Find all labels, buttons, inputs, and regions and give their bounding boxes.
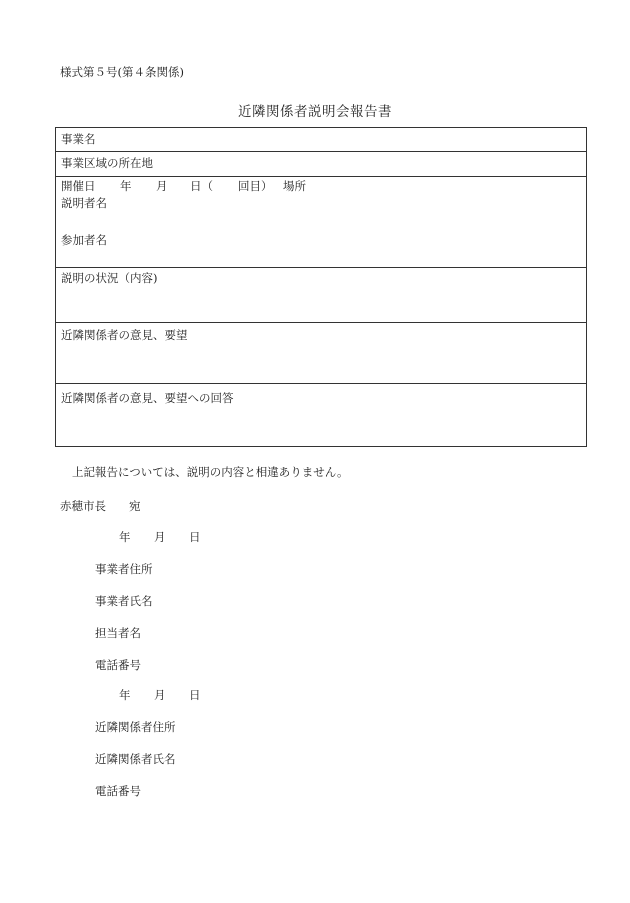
report-table — [55, 127, 587, 447]
business-date-month: 月 — [154, 530, 166, 544]
document-title: 近隣関係者説明会報告書 — [238, 104, 392, 120]
business-date-day: 日 — [189, 530, 201, 544]
session-month-label: 月 — [156, 179, 168, 193]
business-name-sig-label: 事業者氏名 — [95, 594, 153, 608]
business-area-location-label: 事業区域の所在地 — [61, 156, 153, 170]
row-explanation-status — [56, 268, 586, 323]
participant-name-label: 参加者名 — [61, 233, 107, 247]
row-business-location — [56, 152, 586, 177]
neighbor-name-label: 近隣関係者氏名 — [95, 752, 176, 766]
form-number: 様式第５号(第４条関係) — [60, 65, 184, 79]
session-year-label: 年 — [120, 179, 132, 193]
neighbor-date-day: 日 — [189, 688, 201, 702]
business-name-label: 事業名 — [61, 132, 96, 146]
session-date-label: 開催日 — [61, 179, 96, 193]
declaration-text: 上記報告については、説明の内容と相違ありません。 — [72, 465, 349, 479]
neighbor-phone-label: 電話番号 — [95, 784, 141, 798]
row-session-details — [56, 177, 586, 268]
business-date-year: 年 — [119, 530, 131, 544]
business-phone-label: 電話番号 — [95, 658, 141, 672]
venue-label: 場所 — [283, 179, 306, 193]
person-in-charge-label: 担当者名 — [95, 626, 141, 640]
response-to-opinions-label: 近隣関係者の意見、要望への回答 — [61, 391, 234, 405]
neighbor-address-label: 近隣関係者住所 — [95, 720, 176, 734]
session-count-label: 回目） — [238, 179, 273, 193]
row-business-name — [56, 128, 586, 152]
presenter-name-label: 説明者名 — [61, 196, 107, 210]
row-neighbor-opinions — [56, 323, 586, 384]
explanation-status-label: 説明の状況（内容) — [61, 271, 158, 285]
neighbor-date-month: 月 — [154, 688, 166, 702]
neighbor-opinions-label: 近隣関係者の意見、要望 — [61, 328, 188, 342]
session-day-label: 日（ — [190, 179, 213, 193]
row-response-to-opinions — [56, 384, 586, 446]
addressee: 赤穂市長 宛 — [60, 499, 141, 513]
business-address-label: 事業者住所 — [95, 562, 153, 576]
neighbor-date-year: 年 — [119, 688, 131, 702]
